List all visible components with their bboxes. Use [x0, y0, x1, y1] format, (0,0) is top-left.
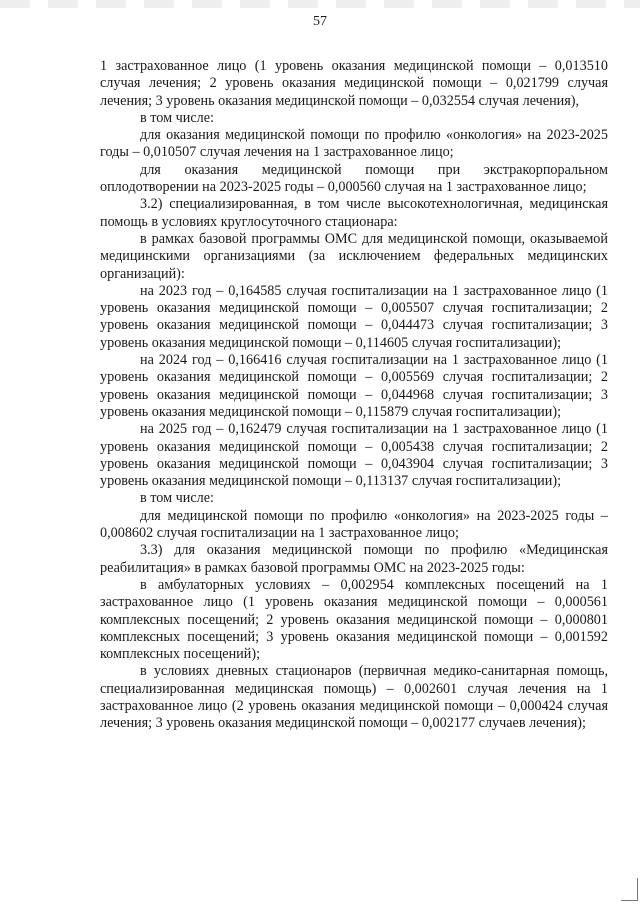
paragraph: для медицинской помощи по профилю «онкология» на 2023-2025 годы – 0,008602 случая госпитализации на 1 застрахованное лицо; — [100, 507, 608, 542]
paragraph: для оказания медицинской помощи по профилю «онкология» на 2023-2025 годы – 0,010507 случая лечения на 1 застрахованное лицо; — [100, 127, 608, 161]
paragraph: на 2024 год – 0,166416 случая госпитализации на 1 застрахованное лицо (1 уровень оказания медицинской помощи – 0,005569 случая госпитализации; 2 уровень оказания медицинской помощи – 0,044968 случая госпитализации; 3 уровень оказания медицинской помощи – 0,115879 случая госпитализации); — [100, 352, 608, 420]
paragraph: 1 застрахованное лицо (1 уровень оказания медицинской помощи – 0,013510 случая лечения; 2 уровень оказания медицинской помощи – 0,021799 случая лечения; 3 уровень оказания медицинской помощи – 0,032554 случая лечения), — [100, 58, 608, 109]
paragraph: 3.2) специализированная, в том числе высокотехнологичная, медицинская помощь в условиях круглосуточного стационара: — [100, 196, 608, 230]
page-number: 57 — [313, 14, 327, 29]
paragraph: в рамках базовой программы ОМС для медицинской помощи, оказываемой медицинскими организациями (за исключением федеральных медицинских организаций): — [100, 230, 608, 282]
paragraph: для оказания медицинской помощи при экстракорпоральном оплодотворении на 2023-2025 годы – 0,000560 случая на 1 застрахованное лицо; — [100, 161, 608, 196]
paragraph: в том числе: — [140, 109, 214, 126]
paragraph: в том числе: — [140, 490, 214, 507]
paragraph: 3.3) для оказания медицинской помощи по профилю «Медицинская реабилитация» в рамках базовой программы ОМС на 2023-2025 годы: — [100, 542, 608, 576]
paragraph: в условиях дневных стационаров (первичная медико-санитарная помощь, специализированная медицинская помощь) – 0,002601 случая лечения на 1 застрахованное лицо (2 уровень оказания медицинской помощи – 0,000424 случая лечения; 3 уровень оказания медицинской помощи – 0,002177 случаев лечения); — [100, 663, 608, 732]
paragraph: на 2025 год – 0,162479 случая госпитализации на 1 застрахованное лицо (1 уровень оказания медицинской помощи – 0,005438 случая госпитализации; 2 уровень оказания медицинской помощи – 0,043904 случая госпитализации; 3 уровень оказания медицинской помощи – 0,113137 случая госпитализации); — [100, 421, 608, 490]
paragraph: в амбулаторных условиях – 0,002954 комплексных посещений на 1 застрахованное лицо (1 уровень оказания медицинской помощи – 0,000561 комплексных посещений; 2 уровень оказания медицинской помощи – 0,000801 комплексных посещений; 3 уровень оказания медицинской помощи – 0,001592 комплексных посещений); — [100, 576, 608, 663]
paragraph: на 2023 год – 0,164585 случая госпитализации на 1 застрахованное лицо (1 уровень оказания медицинской помощи – 0,005507 случая госпитализации; 2 уровень оказания медицинской помощи – 0,044473 случая госпитализации; 3 уровень оказания медицинской помощи – 0,114605 случая госпитализации); — [100, 282, 608, 351]
scan-corner-mark — [621, 878, 638, 901]
document-body — [100, 58, 608, 733]
scan-artifact-strip — [0, 0, 640, 8]
